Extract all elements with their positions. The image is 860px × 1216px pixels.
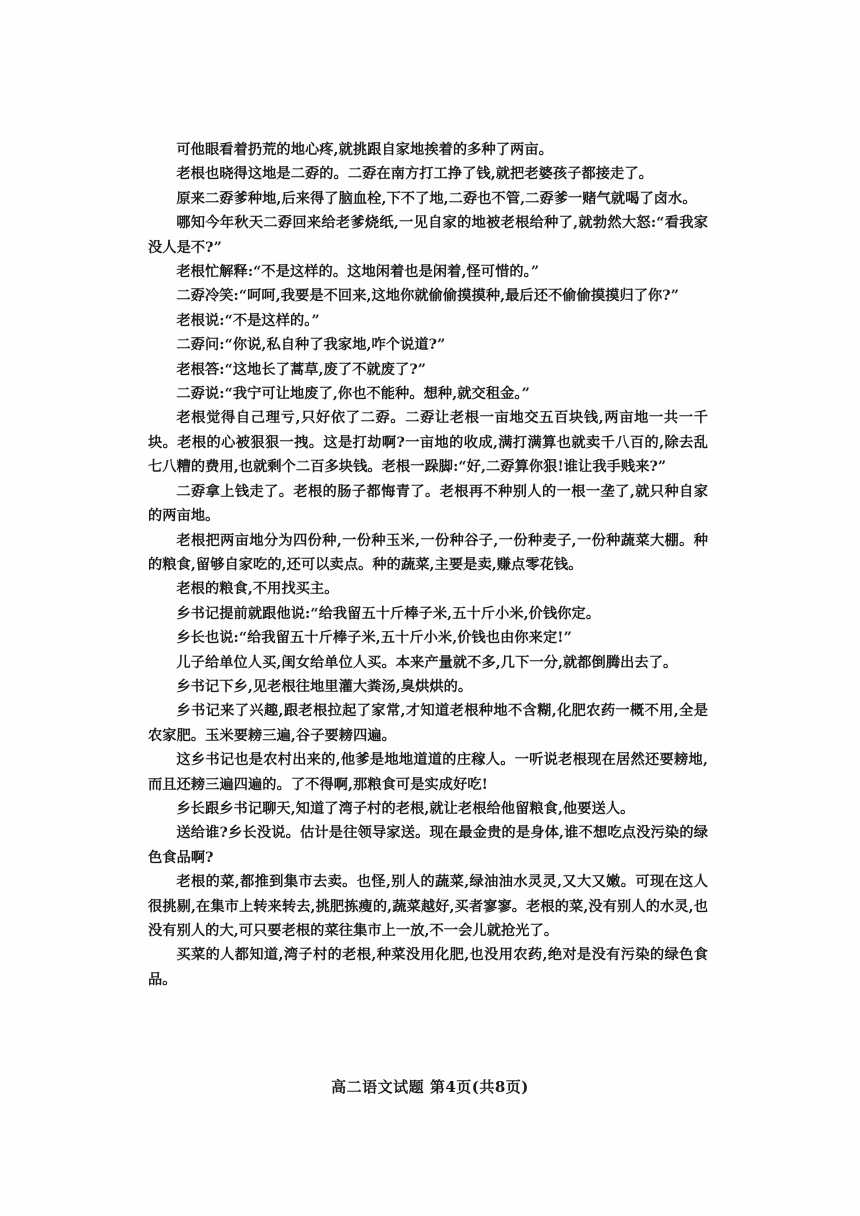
paragraph-17: 儿子给单位人买,闺女给单位人买。本来产量就不多,几下一分,就都倒腾出去了。: [176, 654, 678, 671]
paragraph-20: 这乡书记也是农村出来的,他爹是地地道道的庄稼人。一听说老根现在居然还要耪地,而且还耪三遍四遍的。了不得啊,那粮食可是实成好吃!: [148, 752, 708, 793]
paragraph-13: 老根把两亩地分为四份种,一份种玉米,一份种谷子,一份种麦子,一份种蔬菜大棚。种的粮食,留够自家吃的,还可以卖点。种的蔬菜,主要是卖,赚点零花钱。: [148, 532, 708, 573]
paragraph-16: 乡长也说:“给我留五十斤棒子米,五十斤小米,价钱也由你来定!”: [176, 630, 572, 647]
story-text: [148, 138, 708, 992]
paragraph-2: 老根也晓得这地是二孬的。二孬在南方打工挣了钱,就把老婆孩子都接走了。: [176, 166, 653, 183]
paragraph-24: 买菜的人都知道,湾子村的老根,种菜没用化肥,也没用农药,绝对是没有污染的绿色食品。: [148, 947, 708, 988]
page-footer: 高二语文试题 第4页(共8页): [331, 1078, 529, 1096]
paragraph-23: 老根的菜,都推到集市去卖。也怪,别人的蔬菜,绿油油水灵灵,又大又嫩。可现在这人很挑剔,在集市上转来转去,挑肥拣瘦的,蔬菜越好,买者寥寥。老根的菜,没有别人的水灵,也没有别人的大,可只要老根的菜往集市上一放,不一会儿就抢光了。: [148, 874, 708, 939]
paragraph-19: 乡书记来了兴趣,跟老根拉起了家常,才知道老根种地不含糊,化肥农药一概不用,全是农家肥。玉米要耪三遍,谷子要耪四遍。: [148, 703, 708, 744]
paragraph-8: 二孬问:“你说,私自种了我家地,咋个说道?”: [176, 337, 446, 354]
paragraph-14: 老根的粮食,不用找买主。: [176, 581, 339, 598]
paragraph-21: 乡长跟乡书记聊天,知道了湾子村的老根,就让老根给他留粮食,他要送人。: [176, 800, 635, 817]
paragraph-6: 二孬冷笑:“呵呵,我要是不回来,这地你就偷偷摸摸种,最后还不偷偷摸摸归了你?”: [176, 288, 679, 305]
paragraph-3: 原来二孬爹种地,后来得了脑血栓,下不了地,二孬也不管,二孬爹一赌气就喝了卤水。: [176, 190, 697, 207]
paragraph-18: 乡书记下乡,见老根往地里灌大粪汤,臭烘烘的。: [176, 678, 473, 695]
paragraph-12: 二孬拿上钱走了。老根的肠子都悔青了。老根再不种别人的一根一垄了,就只种自家的两亩地。: [148, 483, 708, 525]
paragraph-1: 可他眼看着扔荒的地心疼,就挑跟自家地挨着的多种了两亩。: [176, 142, 553, 158]
paragraph-4: 哪知今年秋天二孬回来给老爹烧纸,一见自家的地被老根给种了,就勃然大怒:“看我家没人是不?”: [148, 215, 708, 256]
paragraph-9: 老根答:“这地长了蒿草,废了不就废了?”: [176, 361, 427, 378]
paragraph-5: 老根忙解释:“不是这样的。这地闲着也是闲着,怪可惜的。”: [176, 264, 540, 281]
paragraph-7: 老根说:“不是这样的。”: [176, 312, 320, 329]
paragraph-11: 老根觉得自己理亏,只好依了二孬。二孬让老根一亩地交五百块钱,两亩地一共一千块。老根的心被狠狠一拽。这是打劫啊?一亩地的收成,满打满算也就卖千八百的,除去乱七八糟的费用,也就剩个二百多块钱。老根一跺脚:“好,二孬算你狠!谁让我手贱来?”: [148, 410, 708, 476]
paragraph-22: 送给谁?乡长没说。估计是往领导家送。现在最金贵的是身体,谁不想吃点没污染的绿色食品啊?: [148, 825, 708, 866]
paragraph-15: 乡书记提前就跟他说:“给我留五十斤棒子米,五十斤小米,价钱你定。: [176, 605, 601, 622]
paragraph-10: 二孬说:“我宁可让地废了,你也不能种。想种,就交租金。”: [176, 386, 530, 403]
